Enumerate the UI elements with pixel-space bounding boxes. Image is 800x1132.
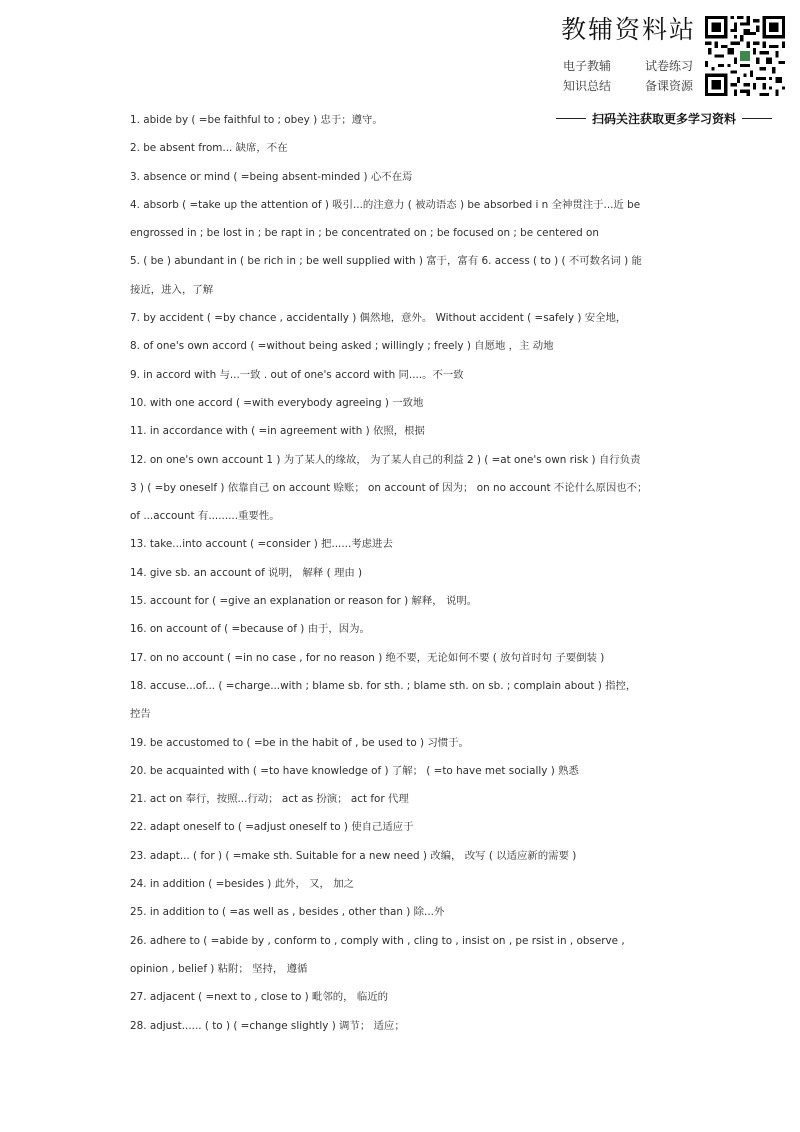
list-item: 13. take...into account ( =consider ) 把......考虑进去 — [130, 538, 393, 551]
list-item: 21. act on 奉行，按照...行动； act as 扮演； act for 代理 — [130, 793, 409, 806]
list-item: 14. give sb. an account of 说明， 解释 ( 理由 ) — [130, 566, 363, 579]
list-item: 28. adjust...... ( to ) ( =change slightly ) 调节； 适应； — [130, 1019, 405, 1032]
list-item: 27. adjacent ( =next to , close to ) 毗邻的， 临近的 — [130, 991, 389, 1004]
list-item: 11. in accordance with ( =in agreement with ) 依照，根据 — [130, 425, 425, 438]
list-item: 接近，进入，了解 — [130, 283, 214, 296]
link-knowledge-summary[interactable]: 知识总结 — [563, 79, 612, 93]
list-item: 9. in accord with 与...一致 . out of one's accord with 同....。不一致 — [130, 368, 464, 381]
brand-links — [563, 56, 693, 96]
list-item: 15. account for ( =give an explanation or reason for ) 解释， 说明。 — [130, 595, 478, 608]
list-item: 1. abide by ( =be faithful to ; obey ) 忠于；遵守。 — [130, 114, 383, 126]
link-lesson-resources[interactable]: 备课资源 — [644, 79, 693, 93]
list-item: 16. on account of ( =because of ) 由于，因为。 — [130, 623, 370, 636]
list-item: 20. be acquainted with ( =to have knowledge of ) 了解； ( =to have met socially ) 熟悉 — [130, 764, 579, 777]
brand-title: 教辅资料站 — [561, 15, 697, 44]
slogan-text: 扫码关注获取更多学习资料 — [592, 111, 737, 126]
list-item: 5. ( be ) abundant in ( be rich in ; be well supplied with ) 富于，富有 6. access ( to ) ( 不可数名词 ) 能 — [130, 255, 642, 268]
list-item: 10. with one accord ( =with everybody agreeing ) 一致地 — [130, 396, 424, 409]
qr-code-icon — [705, 16, 785, 96]
list-item: 22. adapt oneself to ( =adjust oneself to ) 使自己适应于 — [130, 821, 414, 834]
list-item: 25. in addition to ( =as well as , besides , other than ) 除...外 — [130, 906, 445, 919]
list-item: 19. be accustomed to ( =be in the habit of , be used to ) 习惯于。 — [130, 736, 469, 749]
brand-links-row-2 — [563, 76, 693, 96]
brand-links-row-1 — [563, 56, 693, 76]
list-item: 23. adapt... ( for ) ( =make sth. Suitable for a new need ) 改编， 改写 ( 以适应新的需要 ) — [130, 849, 577, 862]
link-electronic-guides[interactable]: 电子教辅 — [563, 59, 612, 73]
link-practice-papers[interactable]: 试卷练习 — [644, 59, 693, 73]
list-item: 26. adhere to ( =abide by , conform to , comply with , cling to , insist on , pe rsist in , observe , — [130, 934, 625, 947]
vocabulary-list — [130, 106, 670, 1040]
list-item: 18. accuse...of... ( =charge...with ; blame sb. for sth. ; blame sth. on sb. ; complain about ) 指控， — [130, 679, 637, 692]
list-item: of ...account 有.........重要性。 — [130, 510, 280, 523]
list-item: 17. on no account ( =in no case , for no reason ) 绝不要，无论如何不要 ( 放句首时句 子要倒装 ) — [130, 651, 605, 664]
list-item: 3. absence or mind ( =being absent-minded ) 心不在焉 — [130, 170, 413, 183]
list-item: 7. by accident ( =by chance , accidentally ) 偶然地，意外。 Without accident ( =safely ) 安全地， — [130, 312, 627, 325]
list-item: 24. in addition ( =besides ) 此外， 又， 加之 — [130, 878, 355, 891]
brand-logo — [561, 14, 697, 50]
list-item: 4. absorb ( =take up the attention of ) 吸引...的注意力 ( 被动语态 ) be absorbed i n 全神贯注于...近 be — [130, 198, 641, 211]
list-item: 2. be absent from... 缺席，不在 — [130, 142, 288, 155]
list-item: 12. on one's own account 1 ) 为了某人的缘故， 为了某人自己的利益 2 ) ( =at one's own risk ) 自行负责 — [130, 453, 641, 466]
list-item: opinion , belief ) 粘附； 坚持， 遵循 — [130, 962, 308, 975]
slogan-right-rule — [742, 118, 772, 119]
list-item: 8. of one's own accord ( =without being asked ; willingly ; freely ) 自愿地 ，主 动地 — [130, 340, 554, 353]
list-item: engrossed in ; be lost in ; be rapt in ; be concentrated on ; be focused on ; be centered on — [130, 227, 599, 240]
list-item: 控告 — [130, 708, 151, 721]
list-item: 3 ) ( =by oneself ) 依靠自己 on account 赊账； on account of 因为； on no account 不论什么原因也不； — [130, 481, 648, 494]
